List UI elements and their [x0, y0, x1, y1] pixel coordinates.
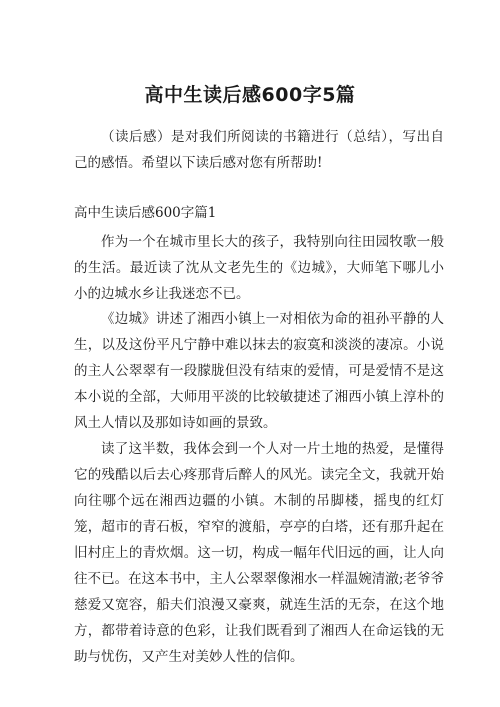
- body-paragraph-2: 《边城》讲述了湘西小镇上一对相依为命的祖孙平静的人生，以及这份平凡宁静中难以抹去的寂寞和淡淡的凄凉。小说的主人公翠翠有一段朦胧但没有结束的爱情，可是爱情不是这本小说的全部，大师用平淡的比较敏捷述了湘西小镇上淳朴的风土人情以及那如诗如画的景致。: [74, 311, 444, 431]
- body-paragraph-3: 读了这半数，我体会到一个人对一片土地的热爱，是懂得它的残酷以后去心疼那背后醉人的风光。读完全文，我就开始向往哪个远在湘西边疆的小镇。木制的吊脚楼，摇曳的红灯笼，超市的青石板，窄窄的渡船，亭亭的白塔，还有那升起在旧村庄上的青炊烟。这一切，构成一幅年代旧远的画，让人向往不已。在这本书中，主人公翠翠像湘水一样温婉清澈;老爷爷慈爱又宽容，船夫们浪漫又豪爽，就连生活的无奈，在这个地方，都带着诗意的色彩，让我们既看到了湘西人在命运钱的无助与忧伤，又产生对美妙人性的信仰。: [74, 441, 444, 665]
- body-paragraph-1: 作为一个在城市里长大的孩子，我特别向往田园牧歌一般的生活。最近读了沈从文老先生的《边城》，大师笔下哪儿小小的边城水乡让我迷恋不已。: [74, 234, 444, 302]
- document-title: 高中生读后感600字5篇: [144, 84, 356, 106]
- section-heading: 高中生读后感600字篇1: [74, 205, 217, 221]
- intro-paragraph: （读后感）是对我们所阅读的书籍进行（总结），写出自己的感悟。希望以下读后感对您有所帮助!: [74, 129, 444, 171]
